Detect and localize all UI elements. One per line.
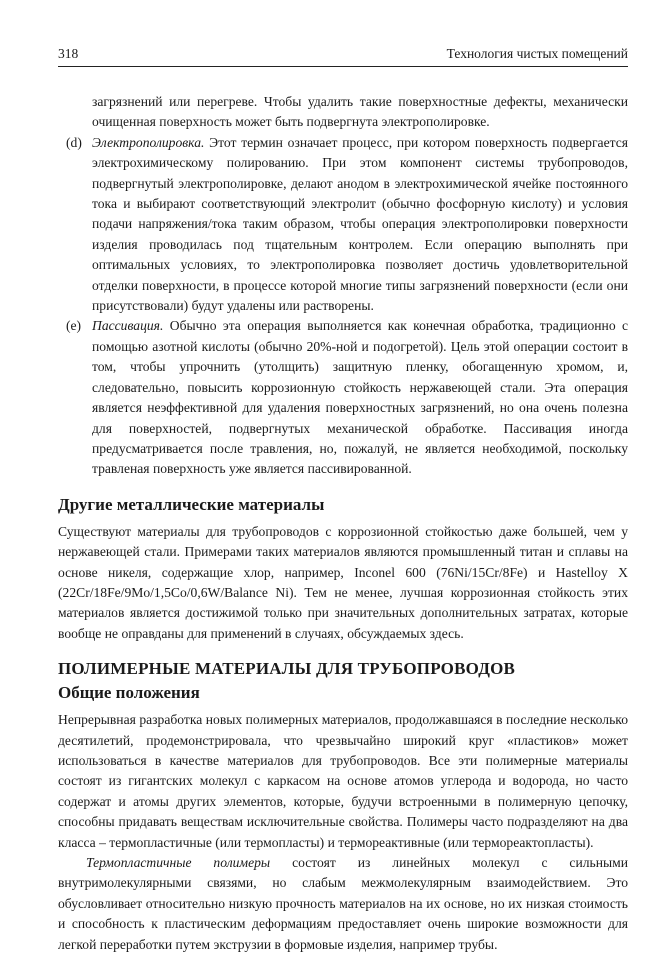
page-number: 318	[58, 46, 79, 61]
thermoplastic-term: Термопластичные полимеры	[86, 855, 271, 870]
page-header	[58, 46, 628, 64]
list-item-label: (d)	[66, 134, 82, 150]
list-item-body	[92, 316, 628, 479]
list-item-electropolishing	[58, 133, 628, 317]
polymers-paragraph-1: Непрерывная разработка новых полимерных материалов, продолжавшаяся в последние несколько десятилетий, продемонстрировала, что чрезвычайно широкий круг «пластиков» может использоваться в качестве материалов для трубопроводов. Все эти полимерные материалы состоят из гигантских молекул с каркасом на основе атомов углерода и водорода, но часто содержат и атомы других элементов, которые, будучи встроенными в полимерную цепочку, способны придавать веществам исключительные свойства. Полимеры часто подразделяют на два класса – термопластичные (или термопласты) и термореактивные (или термореактопласты).	[58, 712, 628, 850]
polymers-paragraph-2	[58, 853, 628, 955]
other-metals-paragraph: Существуют материалы для трубопроводов с коррозионной стойкостью даже большей, чем у нержавеющей стали. Примерами таких материалов являются промышленный титан и сплавы на основе никеля, содержащие хлор, например, Inconel 600 (76Ni/15Cr/8Fe) и Hastelloy X (22Cr/18Fe/9Mo/1,5Co/0,6W/Balance Ni). Тем не менее, лучшая коррозионная стойкость этих материалов является достижимой только при значительных дополнительных затратах, которые вообще не оправданы для применений в случаях, обсуждаемых здесь.	[58, 523, 628, 641]
subheading-general: Общие положения	[58, 683, 200, 703]
list-item-term: Электрополировка.	[92, 134, 205, 150]
section-heading-other-metals: Другие металлические материалы	[58, 494, 325, 514]
list-item-term: Пассивация.	[92, 318, 164, 334]
list-item-passivation	[58, 316, 628, 479]
list-item-body	[92, 133, 628, 317]
page-body	[58, 92, 628, 955]
chapter-heading-polymers: ПОЛИМЕРНЫЕ МАТЕРИАЛЫ ДЛЯ ТРУБОПРОВОДОВ	[58, 659, 516, 679]
header-rule	[58, 66, 628, 67]
continuation-paragraph: загрязнений или перегреве. Чтобы удалить такие поверхностные дефекты, механически очищенная поверхность может быть подвергнута электрополировке.	[92, 94, 628, 130]
running-title: Технология чистых помещений	[446, 46, 628, 61]
list-item-text: Этот термин означает процесс, при котором поверхность подвергается электрохимическому полированию. При этом компонент системы трубопроводов, подвергнутый электрополировке, делают анодом в электрохимической ячейке постоянного тока и выбирают соответствующий электролит (обычно фосфорную кислоту) и условия подачи напряжения/тока таким образом, чтобы операция электрополировки поверхности изделия проводилась под тщательным контролем. Если операцию выполнять при оптимальных условиях, то электрополировка позволяет достичь удовлетворительной отделки поверхности, в процессе которой многие типы загрязнений поверхности (если они присутствовали) будут удалены или растворены.	[92, 134, 628, 314]
list-item-label: (e)	[66, 318, 82, 334]
thermoplastic-text: состоят из линейных молекул с сильными внутримолекулярными связями, но слабым межмолекулярным взаимодействием. Это обусловливает относительно низкую прочность материалов на их основе, но их низкая стоимость и способность к пластическим деформациям предоставляет очень широкие возможности для легкой переработки путем экструзии в формовые изделия, например трубы.	[58, 855, 629, 952]
list-item-text: Обычно эта операция выполняется как конечная обработка, традиционно с помощью азотной кислоты (обычно 20%-ной и подогретой). Цель этой операции состоит в том, чтобы упрочнить (утолщить) защитную пленку, обогащенную хромом, и, следовательно, повысить коррозионную стойкость нержавеющей стали. Эта операция является неэффективной для удаления поверхностных загрязнений, но она очень полезна для поверхностей, подвергнутых механической обработке. Пассивация иногда предусматривается после травления, но, пожалуй, не является необходимой, поскольку травленая поверхность уже является пассивированной.	[92, 318, 628, 477]
